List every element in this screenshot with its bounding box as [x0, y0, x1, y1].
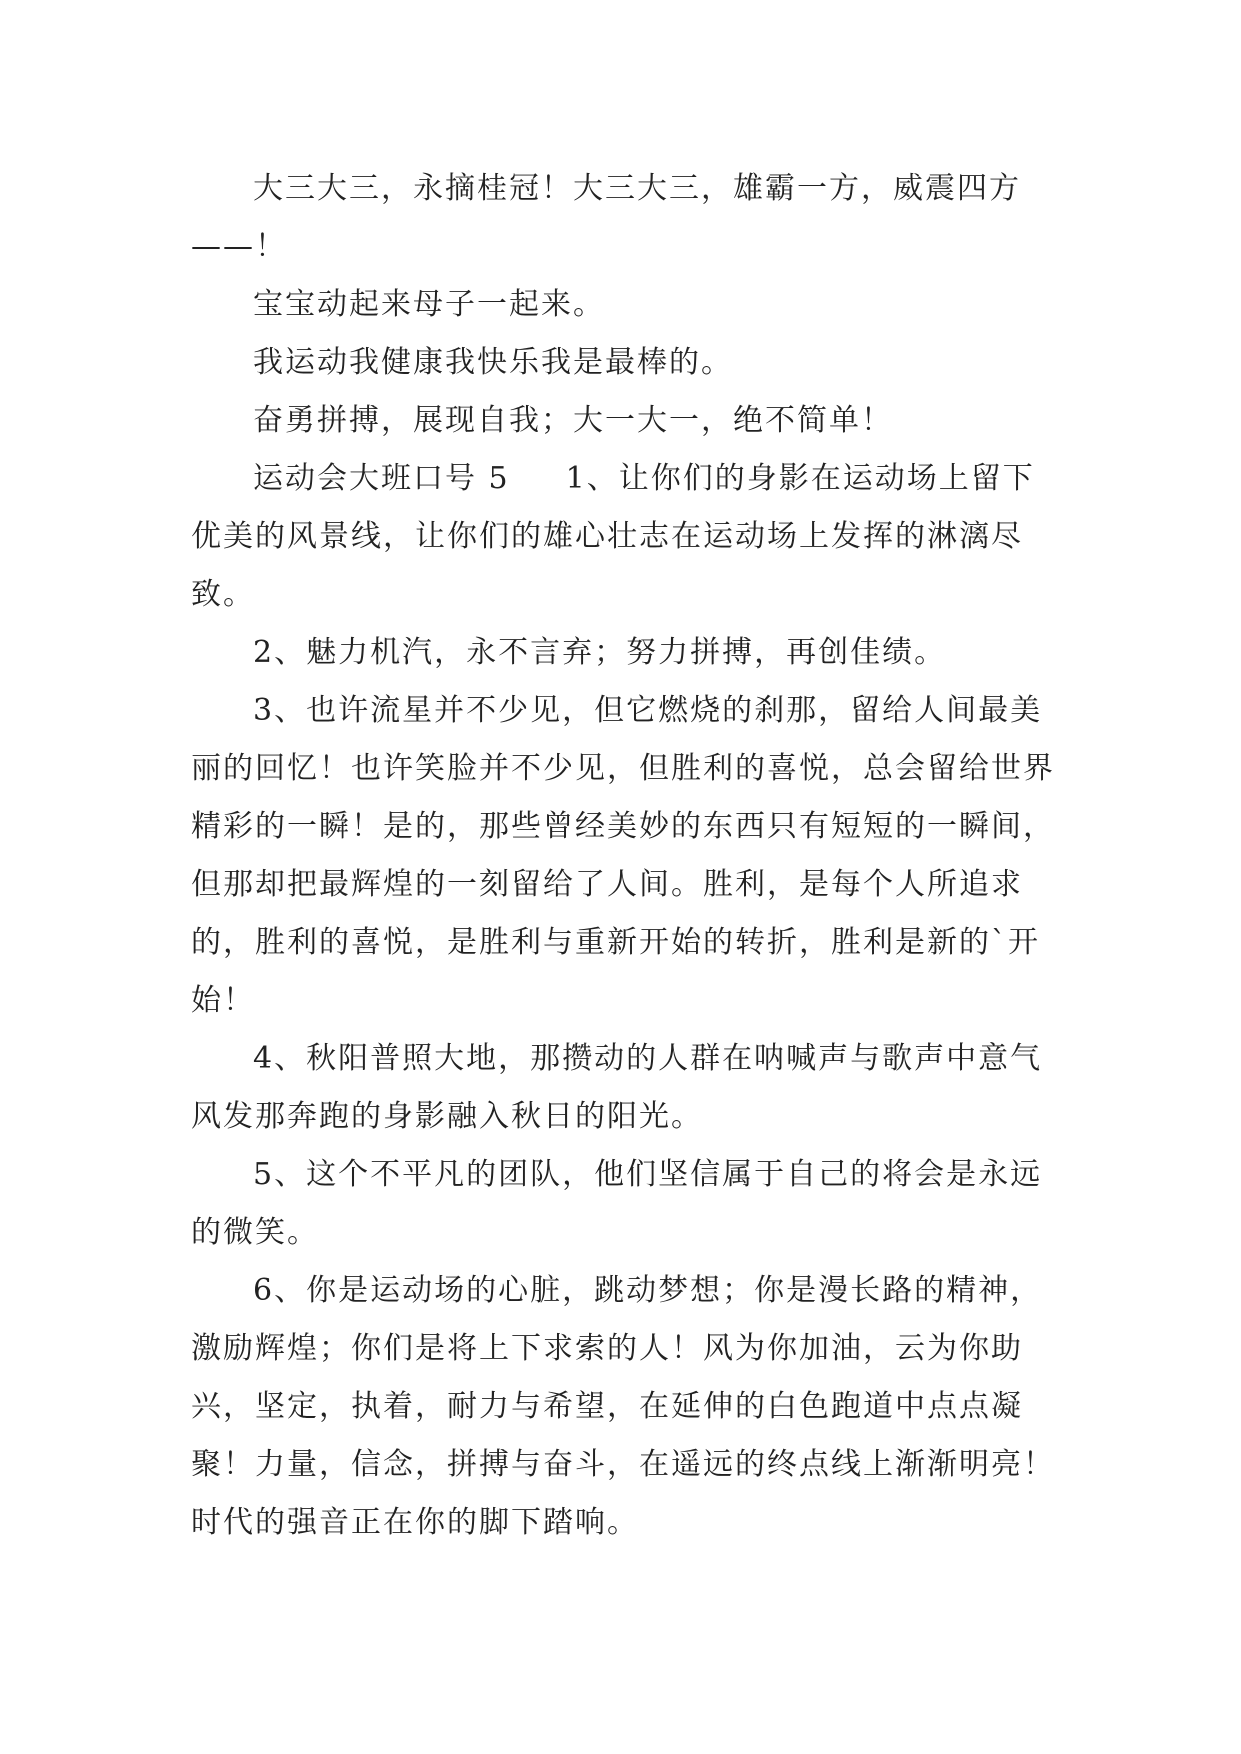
paragraph-9: 5、这个不平凡的团队，他们坚信属于自己的将会是永远的微笑。: [191, 1157, 1043, 1250]
paragraph-11: 时代的强音正在你的脚下踏响。: [191, 1505, 639, 1540]
paragraph-2: 宝宝动起来母子一起来。: [253, 287, 605, 322]
paragraph-4: 奋勇拼搏，展现自我；大一大一，绝不简单！: [253, 403, 893, 438]
document-body: [191, 160, 1055, 1552]
paragraph-7: 3、也许流星并不少见，但它燃烧的刹那，留给人间最美丽的回忆！也许笑脸并不少见，但胜利的喜悦，总会留给世界精彩的一瞬！是的，那些曾经美妙的东西只有短短的一瞬间，但那却把最辉煌的一刻留给了人间。胜利，是每个人所追求的，胜利的喜悦，是胜利与重新开始的转折，胜利是新的`开始！: [191, 693, 1055, 1018]
paragraph-3: 我运动我健康我快乐我是最棒的。: [253, 345, 733, 380]
paragraph-5: [191, 450, 1055, 624]
section-heading: 运动会大班口号 5: [253, 461, 510, 496]
paragraph-5-body: 1、让你们的身影在运动场上留下优美的风景线，让你们的雄心壮志在运动场上发挥的淋漓尽致。: [191, 461, 1035, 612]
paragraph-1: 大三大三，永摘桂冠！大三大三，雄霸一方，威震四方——！: [191, 171, 1021, 264]
paragraph-10: 6、你是运动场的心脏，跳动梦想；你是漫长路的精神，激励辉煌；你们是将上下求索的人！风为你加油，云为你助兴，坚定，执着，耐力与希望，在延伸的白色跑道中点点凝聚！力量，信念，拼搏与奋斗，在遥远的终点线上渐渐明亮！: [191, 1273, 1055, 1482]
paragraph-8: 4、秋阳普照大地，那攒动的人群在呐喊声与歌声中意气风发那奔跑的身影融入秋日的阳光。: [191, 1041, 1043, 1134]
paragraph-6: 2、魅力机汽，永不言弃；努力拼搏，再创佳绩。: [253, 635, 947, 670]
